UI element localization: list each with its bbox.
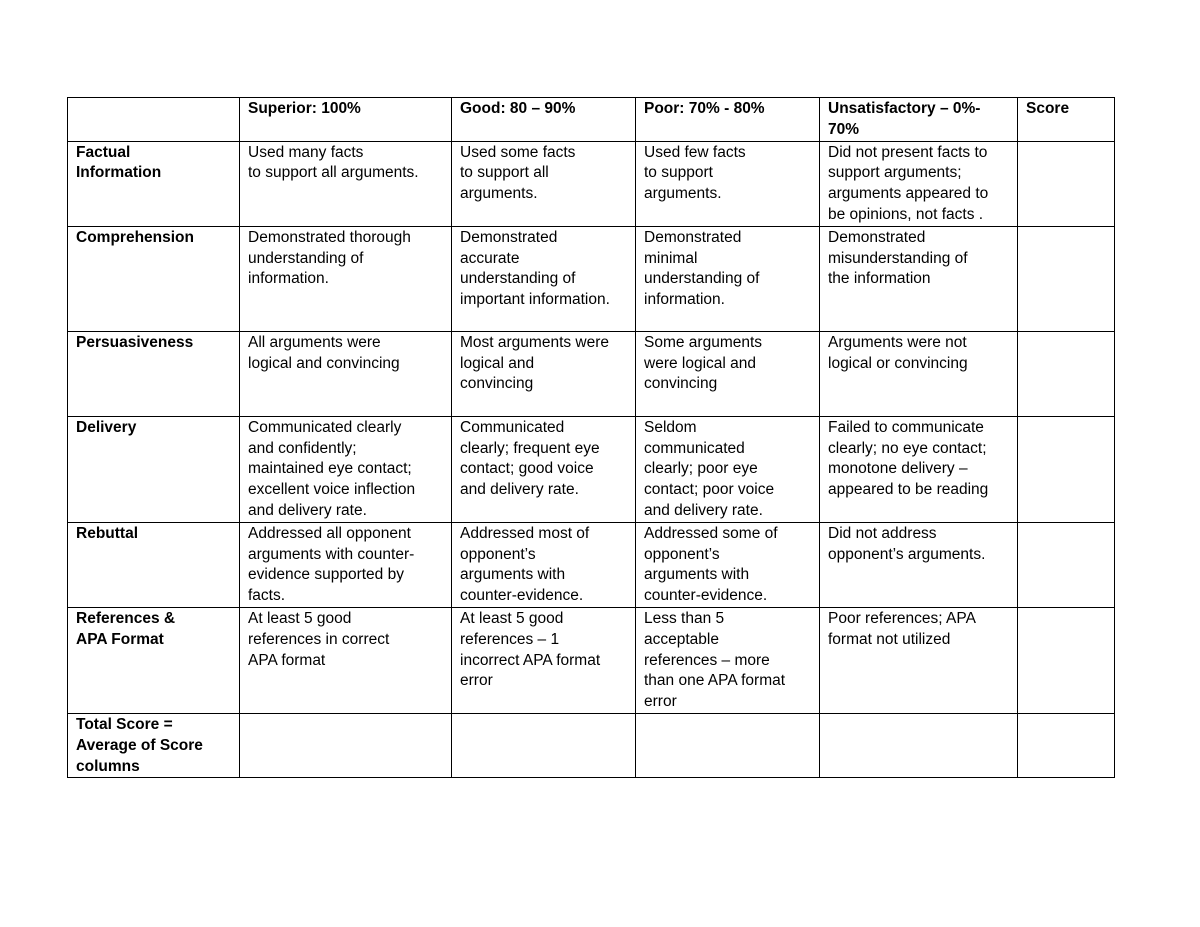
poor-cell [636,522,820,607]
good-cell [452,607,636,713]
criterion-label: Delivery [76,418,137,436]
good-cell [452,713,636,777]
poor-description: Less than 5 acceptable references – more than one APA format error [644,609,786,711]
good-description: At least 5 good references – 1 incorrect APA format error [460,609,601,690]
table-row-comprehension [68,226,1115,331]
criterion-label: Total Score = Average of Score columns [76,715,203,775]
header-superior-label: Superior: 100% [248,100,361,117]
criterion-label: Comprehension [76,228,194,246]
criterion-cell [68,416,240,522]
superior-cell [240,713,452,777]
poor-description: Used few facts to support arguments. [644,143,746,203]
score-cell [1018,713,1115,777]
header-good-label: Good: 80 – 90% [460,100,576,117]
unsatisfactory-description: Failed to communicate clearly; no eye contact; monotone delivery – appeared to be reading [828,418,989,499]
unsatisfactory-description: Poor references; APA format not utilized [828,609,976,648]
score-cell [1018,522,1115,607]
header-unsatisfactory-label: Unsatisfactory – 0%- 70% [828,100,981,138]
table-row-delivery [68,416,1115,522]
poor-cell [636,331,820,416]
criterion-label: Persuasiveness [76,333,194,351]
unsatisfactory-cell [820,522,1018,607]
unsatisfactory-cell [820,331,1018,416]
superior-cell [240,226,452,331]
score-cell [1018,331,1115,416]
criterion-cell [68,141,240,226]
poor-description: Demonstrated minimal understanding of information. [644,228,760,309]
unsatisfactory-cell [820,141,1018,226]
score-cell [1018,416,1115,522]
unsatisfactory-description: Demonstrated misunderstanding of the information [828,228,968,288]
header-superior-cell [240,98,452,142]
criterion-label: References & APA Format [76,609,176,648]
good-cell [452,226,636,331]
good-description: Used some facts to support all arguments. [460,143,576,203]
unsatisfactory-description: Did not present facts to support arguments; arguments appeared to be opinions, not facts . [828,143,989,223]
unsatisfactory-cell [820,416,1018,522]
score-cell [1018,141,1115,226]
good-description: Most arguments were logical and convincing [460,333,610,393]
header-score-cell [1018,98,1115,142]
good-description: Demonstrated accurate understanding of important information. [460,228,610,309]
criterion-cell [68,331,240,416]
header-poor-label: Poor: 70% - 80% [644,100,765,117]
poor-description: Addressed some of opponent’s arguments with counter-evidence. [644,524,778,605]
header-poor-cell [636,98,820,142]
good-cell [452,141,636,226]
unsatisfactory-description: Did not address opponent’s arguments. [828,524,986,563]
poor-cell [636,226,820,331]
table-row-rebuttal [68,522,1115,607]
unsatisfactory-description: Arguments were not logical or convincing [828,333,968,372]
poor-cell [636,141,820,226]
header-criterion-cell [68,98,240,142]
header-score-label: Score [1026,100,1070,117]
superior-cell [240,522,452,607]
good-cell [452,331,636,416]
poor-cell [636,713,820,777]
table-row-persuasiveness [68,331,1115,416]
superior-description: Demonstrated thorough understanding of information. [248,228,411,288]
superior-description: Used many facts to support all arguments. [248,143,419,182]
superior-description: At least 5 good references in correct APA format [248,609,390,669]
superior-cell [240,141,452,226]
unsatisfactory-cell [820,713,1018,777]
criterion-label: Factual Information [76,143,162,182]
header-good-cell [452,98,636,142]
score-cell [1018,607,1115,713]
superior-cell [240,607,452,713]
rubric-table [67,97,1115,778]
superior-cell [240,416,452,522]
unsatisfactory-cell [820,226,1018,331]
criterion-cell [68,522,240,607]
poor-description: Some arguments were logical and convincing [644,333,763,393]
good-cell [452,416,636,522]
score-cell [1018,226,1115,331]
criterion-cell [68,713,240,777]
header-row [68,98,1115,142]
superior-cell [240,331,452,416]
unsatisfactory-cell [820,607,1018,713]
good-description: Addressed most of opponent’s arguments with counter-evidence. [460,524,590,605]
good-cell [452,522,636,607]
table-row-total-score [68,713,1115,777]
table-row-factual-information [68,141,1115,226]
poor-cell [636,607,820,713]
header-unsatisfactory-cell [820,98,1018,142]
criterion-cell [68,607,240,713]
criterion-label: Rebuttal [76,524,138,542]
criterion-cell [68,226,240,331]
superior-description: All arguments were logical and convincing [248,333,400,372]
superior-description: Communicated clearly and confidently; maintained eye contact; excellent voice inflection and delivery rate. [248,418,416,519]
poor-cell [636,416,820,522]
good-description: Communicated clearly; frequent eye contact; good voice and delivery rate. [460,418,600,499]
table-row-references [68,607,1115,713]
poor-description: Seldom communicated clearly; poor eye contact; poor voice and delivery rate. [644,418,775,519]
superior-description: Addressed all opponent arguments with counter- evidence supported by facts. [248,524,415,605]
